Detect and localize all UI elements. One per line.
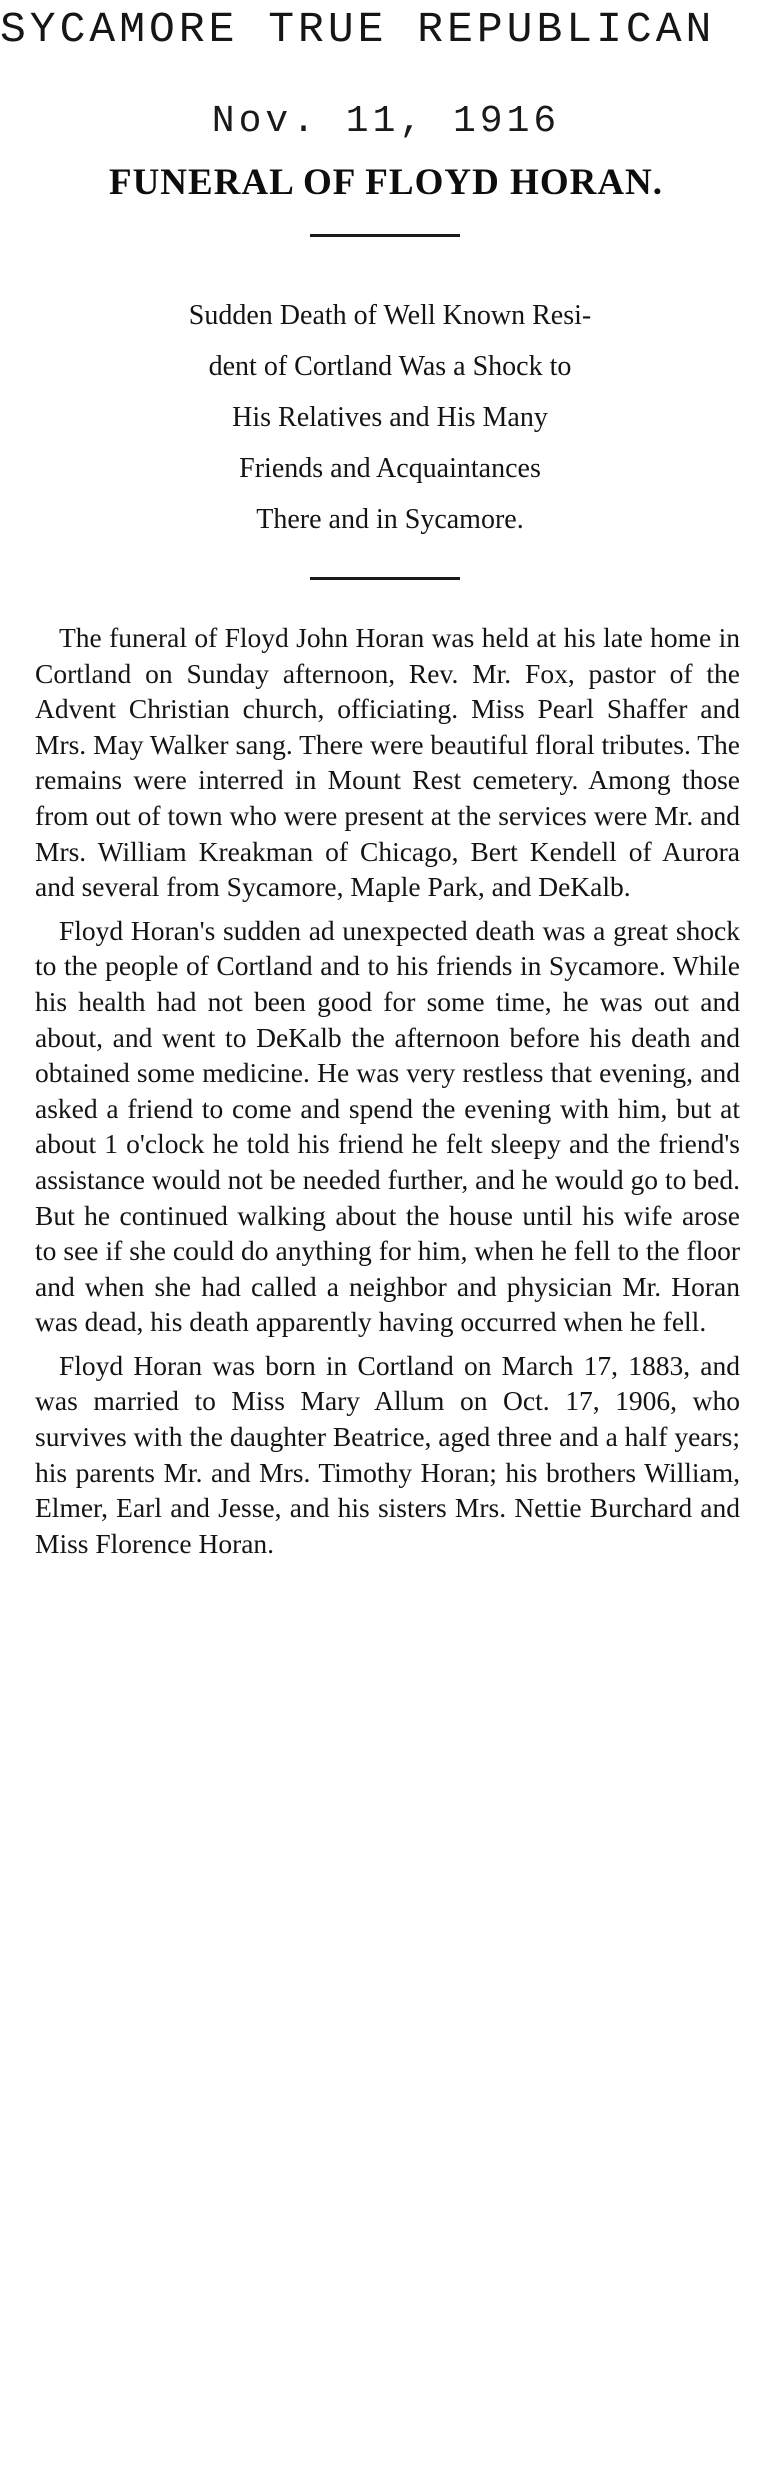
article-paragraph: Floyd Horan was born in Cortland on March 17, 1883, and was married to Miss Mary Allum on Oct. 17, 1906, who survives with the daughter Beatrice, aged three and a half years; his parents Mr. and Mrs. Timothy Horan; his brothers William, Elmer, Earl and Jesse, and his sisters Mrs. Nettie Burchard and Miss Florence Horan. [35,1349,740,1559]
article-paragraph: Floyd Horan's sudden ad unexpected death was a great shock to the people of Cortland and to his friends in Sycamore. While his health had not been good for some time, he was out and about, and went to DeKalb the afternoon before his death and obtained some medicine. He was very restless that evening, and asked a friend to come and spend the evening with him, but at about 1 o'clock he told his friend he felt sleepy and the friend's assistance would not be needed further, and he would go to bed. But he continued walking about the house until his wife arose to see if she could do anything for him, when he fell to the floor and when she had called a neighbor and physician Mr. Horan was dead, his death apparently having occurred when he fell. [35,914,740,1338]
newspaper-masthead: SYCAMORE TRUE REPUBLICAN [0,5,716,54]
divider-rule-bottom [310,577,460,580]
article-paragraph: The funeral of Floyd John Horan was held at his late home in Cortland on Sunday afternoon, Rev. Mr. Fox, pastor of the Advent Christian church, officiating. Miss Pearl Shaffer and Mrs. May Walker sang. There were beautiful floral tributes. The remains were interred in Mount Rest cemetery. Among those from out of town who were present at the services were Mr. and Mrs. William Kreakman of Chicago, Bert Kendell of Aurora and several from Sycamore, Maple Park, and DeKalb. [35,622,740,903]
subheading-line: His Relatives and His Many [232,402,548,433]
article-headline: FUNERAL OF FLOYD HORAN. [108,162,664,203]
subheading-line: There and in Sycamore. [256,504,524,535]
article-body [35,620,740,1569]
subheading-line: dent of Cortland Was a Shock to [208,351,572,382]
subheading-line: Friends and Acquaintances [239,453,541,484]
article-subheading [40,290,740,545]
divider-rule-top [310,234,460,237]
subheading-line: Sudden Death of Well Known Resi- [188,300,592,331]
article-date: Nov. 11, 1916 [211,100,561,143]
